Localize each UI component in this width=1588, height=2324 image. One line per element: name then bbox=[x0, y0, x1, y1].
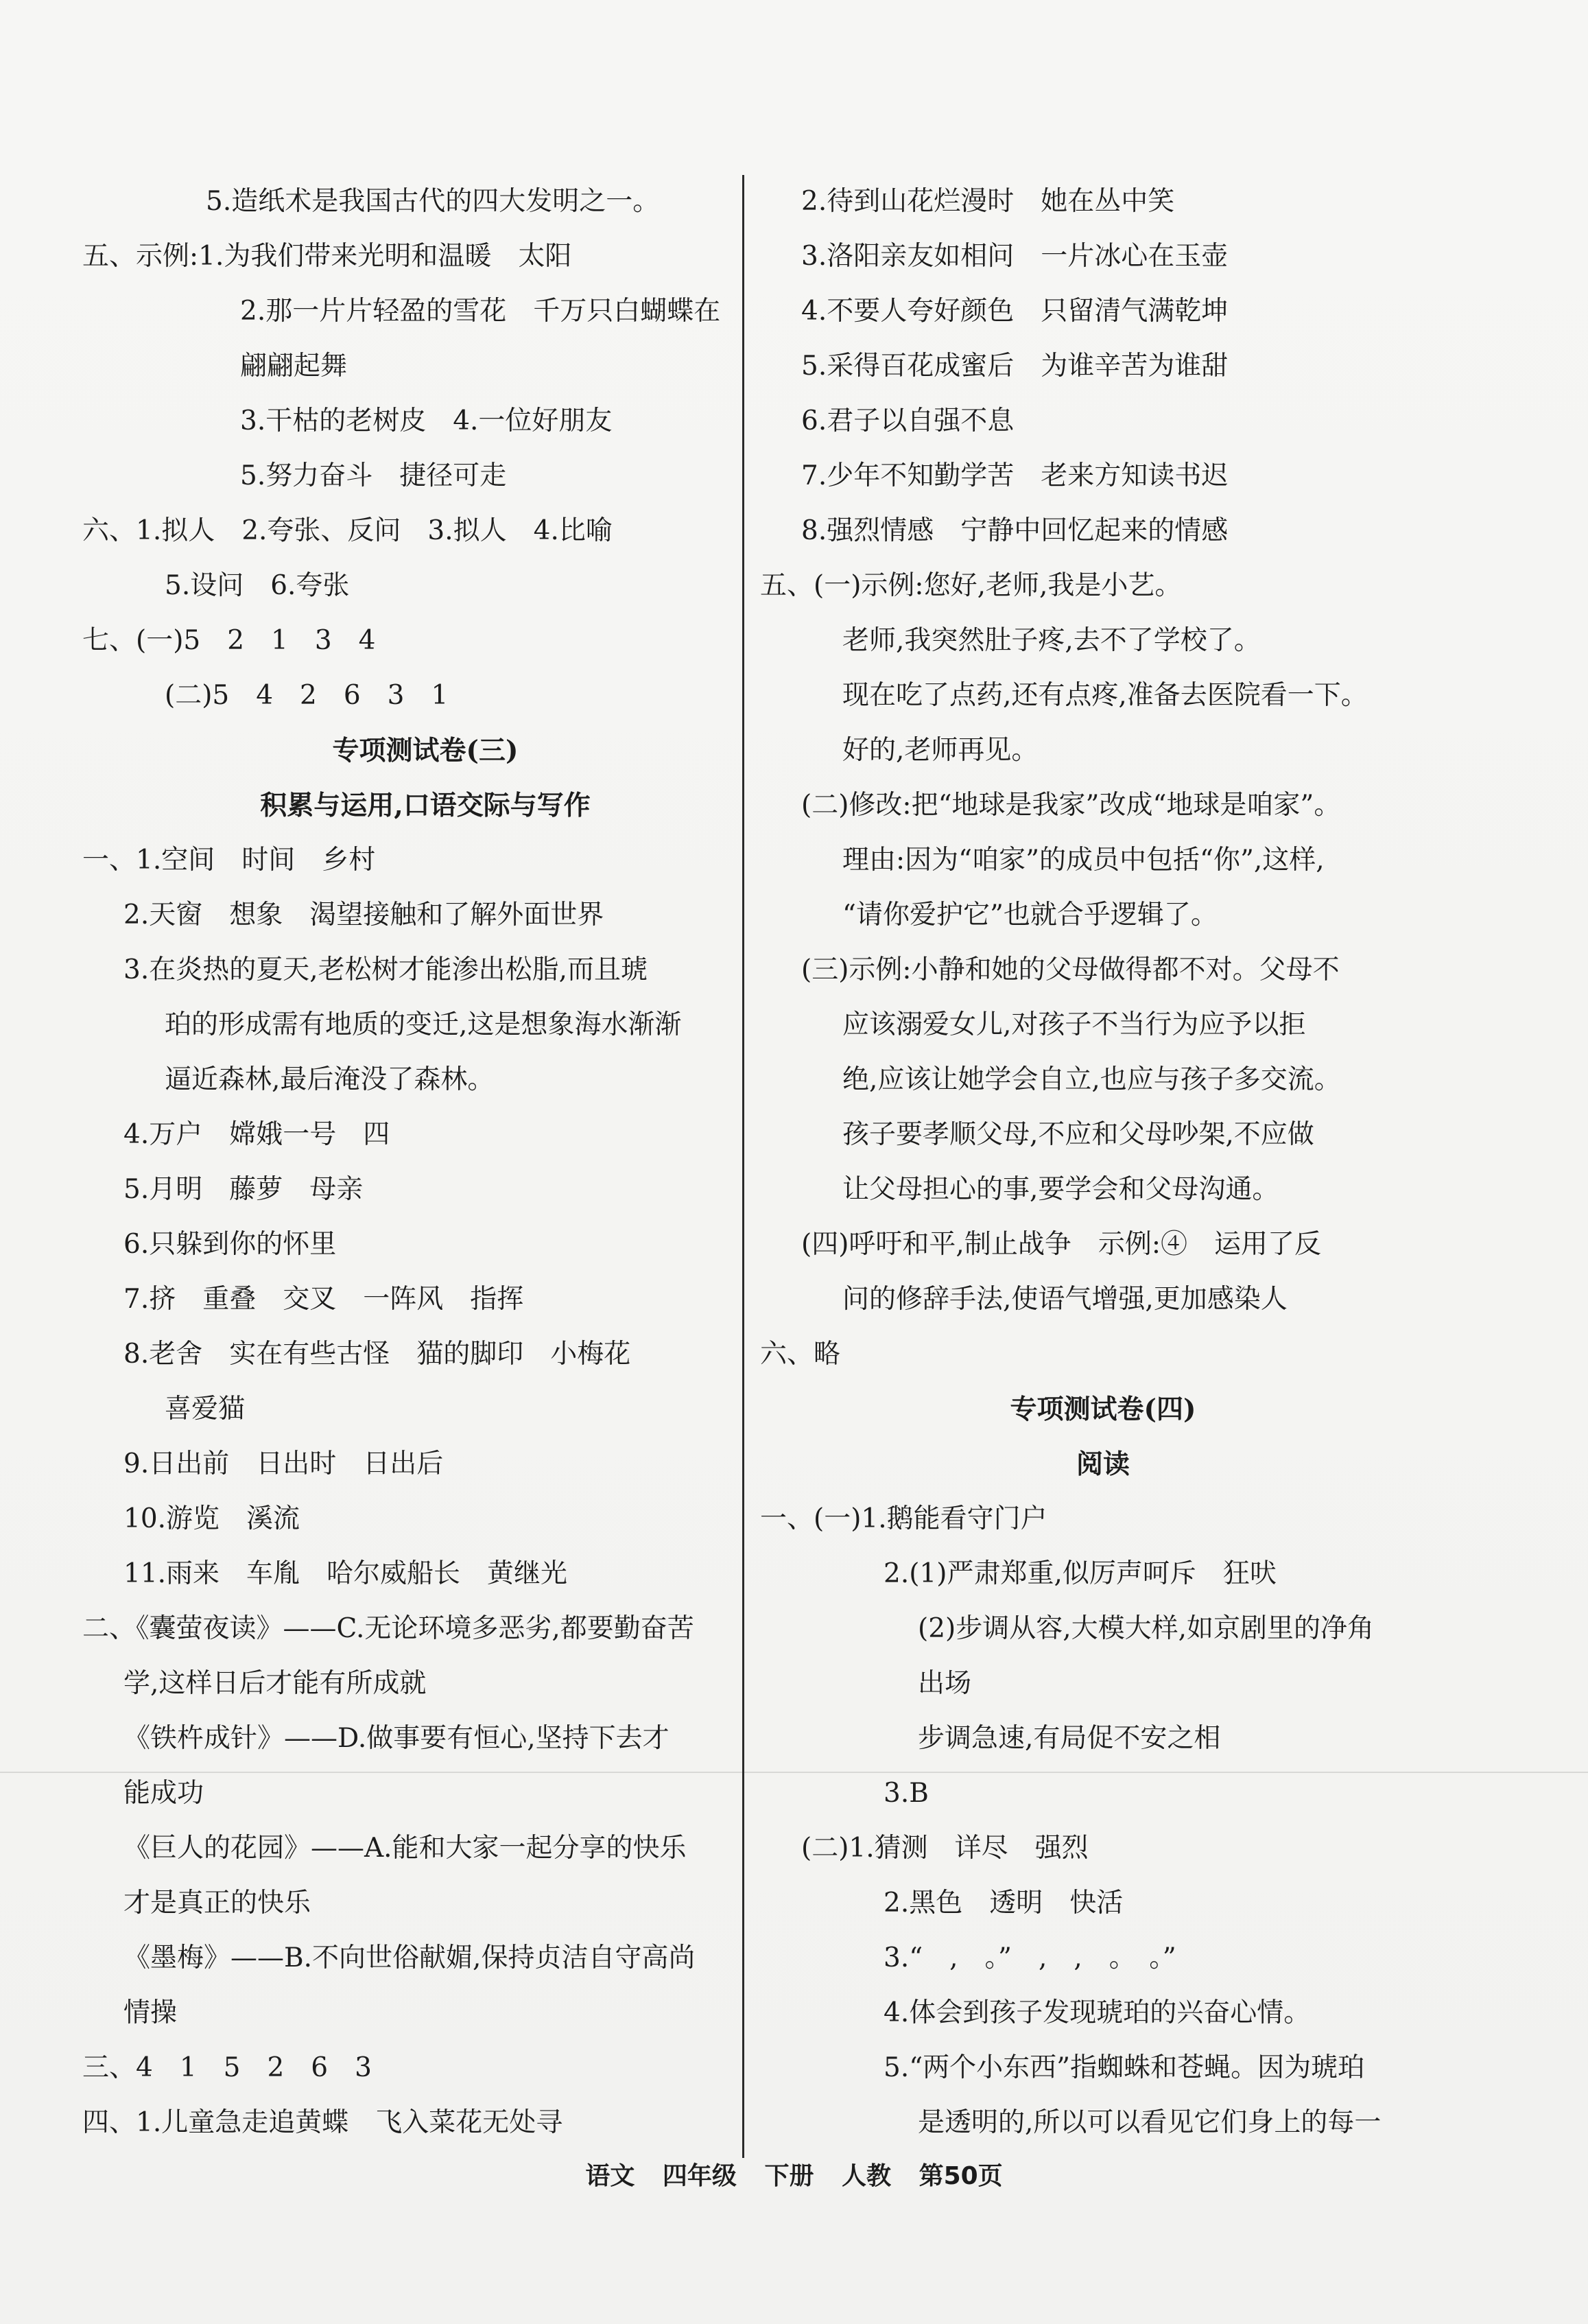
text-line: 4.万户 嫦娥一号 四 bbox=[123, 1119, 390, 1150]
footer-volume: 下册 bbox=[764, 2162, 814, 2190]
text-line: 问的修辞手法,使语气增强,更加感染人 bbox=[842, 1284, 1288, 1315]
text-line: 让父母担心的事,要学会和父母沟通。 bbox=[842, 1174, 1279, 1205]
text-line: 六、1.拟人 2.夸张、反问 3.拟人 4.比喻 bbox=[82, 515, 613, 546]
column-divider bbox=[742, 175, 744, 2158]
footer-subject: 语文 bbox=[585, 2162, 635, 2190]
text-line: 6.君子以自强不息 bbox=[801, 406, 1015, 436]
text-line: 孩子要孝顺父母,不应和父母吵架,不应做 bbox=[842, 1119, 1314, 1150]
text-line: 2.那一片片轻盈的雪花 千万只白蝴蝶在 bbox=[240, 296, 721, 327]
text-line: 一、(一)1.鹅能看守门户 bbox=[760, 1503, 1047, 1534]
section-title: 专项测试卷(四) bbox=[1010, 1394, 1196, 1425]
text-line: 5.努力奋斗 捷径可走 bbox=[240, 460, 507, 491]
text-line: 10.游览 溪流 bbox=[123, 1503, 300, 1534]
text-line: 6.只躲到你的怀里 bbox=[123, 1229, 337, 1260]
text-line: 二、《囊萤夜读》——C.无论环境多恶劣,都要勤奋苦 bbox=[82, 1613, 694, 1644]
text-line: 5.月明 藤萝 母亲 bbox=[123, 1174, 364, 1205]
text-line: 翩翩起舞 bbox=[240, 351, 348, 382]
page-fold-line bbox=[0, 1772, 1588, 1773]
text-line: 七、(一)5 2 1 3 4 bbox=[82, 625, 376, 656]
text-line: 三、4 1 5 2 6 3 bbox=[82, 2052, 372, 2083]
text-line: 能成功 bbox=[123, 1778, 204, 1809]
text-line: 3.B bbox=[884, 1778, 929, 1809]
text-line: 7.挤 重叠 交叉 一阵风 指挥 bbox=[123, 1284, 524, 1315]
text-line: 四、1.儿童急走追黄蝶 飞入菜花无处寻 bbox=[82, 2107, 563, 2138]
footer-grade: 四年级 bbox=[662, 2162, 737, 2190]
text-line: 5.造纸术是我国古代的四大发明之一。 bbox=[206, 186, 660, 217]
text-line: (三)示例:小静和她的父母做得都不对。父母不 bbox=[801, 954, 1340, 985]
text-line: 好的,老师再见。 bbox=[842, 735, 1039, 766]
text-line: 5.设问 6.夸张 bbox=[165, 570, 350, 601]
section-subtitle: 积累与运用,口语交际与写作 bbox=[260, 790, 591, 821]
text-line: 2.黑色 透明 快活 bbox=[884, 1888, 1124, 1918]
text-line: 喜爱猫 bbox=[165, 1394, 246, 1424]
text-line: 五、(一)示例:您好,老师,我是小艺。 bbox=[760, 570, 1182, 601]
text-line: 一、1.空间 时间 乡村 bbox=[82, 845, 376, 876]
text-line: 3.“ , 。” , , 。 。” bbox=[884, 1942, 1176, 1973]
text-line: (四)呼吁和平,制止战争 示例:④ 运用了反 bbox=[801, 1229, 1321, 1260]
footer-publisher: 人教 bbox=[842, 2162, 892, 2190]
text-line: 5.采得百花成蜜后 为谁辛苦为谁甜 bbox=[801, 351, 1229, 382]
text-line: 是透明的,所以可以看见它们身上的每一 bbox=[918, 2107, 1382, 2138]
text-line: 学,这样日后才能有所成就 bbox=[123, 1668, 427, 1699]
text-line: 5.“两个小东西”指蜘蛛和苍蝇。因为琥珀 bbox=[884, 2052, 1365, 2083]
text-line: 六、略 bbox=[760, 1339, 841, 1370]
footer-page-number: 第50页 bbox=[919, 2162, 1003, 2190]
text-line: 五、示例:1.为我们带来光明和温暖 太阳 bbox=[82, 241, 572, 272]
text-line: 8.老舍 实在有些古怪 猫的脚印 小梅花 bbox=[123, 1339, 631, 1370]
section-title: 专项测试卷(三) bbox=[332, 735, 519, 766]
text-line: 理由:因为“咱家”的成员中包括“你”,这样, bbox=[842, 845, 1325, 876]
text-line: 才是真正的快乐 bbox=[123, 1888, 311, 1918]
text-line: 《铁杵成针》——D.做事要有恒心,坚持下去才 bbox=[123, 1723, 669, 1754]
text-line: 老师,我突然肚子疼,去不了学校了。 bbox=[842, 625, 1261, 656]
text-line: 2.天窗 想象 渴望接触和了解外面世界 bbox=[123, 900, 604, 930]
text-line: 3.干枯的老树皮 4.一位好朋友 bbox=[240, 406, 613, 436]
text-line: 《巨人的花园》——A.能和大家一起分享的快乐 bbox=[123, 1833, 687, 1864]
text-line: 绝,应该让她学会自立,也应与孩子多交流。 bbox=[842, 1064, 1341, 1095]
section-subtitle: 阅读 bbox=[1076, 1448, 1130, 1480]
text-line: 情操 bbox=[123, 1997, 178, 2028]
text-line: 逼近森林,最后淹没了森林。 bbox=[165, 1064, 495, 1095]
text-line: 3.在炎热的夏天,老松树才能渗出松脂,而且琥 bbox=[123, 954, 648, 985]
text-line: 7.少年不知勤学苦 老来方知读书迟 bbox=[801, 460, 1229, 491]
text-line: 步调急速,有局促不安之相 bbox=[918, 1723, 1221, 1754]
text-line: 3.洛阳亲友如相问 一片冰心在玉壶 bbox=[801, 241, 1229, 272]
text-line: 9.日出前 日出时 日出后 bbox=[123, 1448, 444, 1479]
text-line: 《墨梅》——B.不向世俗献媚,保持贞洁自守高尚 bbox=[123, 1942, 696, 1973]
text-line: 2.待到山花烂漫时 她在丛中笑 bbox=[801, 186, 1175, 217]
text-line: 出场 bbox=[918, 1668, 972, 1699]
text-line: 4.体会到孩子发现琥珀的兴奋心情。 bbox=[884, 1997, 1311, 2028]
text-line: 应该溺爱女儿,对孩子不当行为应予以拒 bbox=[842, 1009, 1306, 1040]
text-line: (二)5 4 2 6 3 1 bbox=[165, 680, 449, 711]
text-line: 8.强烈情感 宁静中回忆起来的情感 bbox=[801, 515, 1229, 546]
text-line: 11.雨来 车胤 哈尔威船长 黄继光 bbox=[123, 1558, 568, 1589]
text-line: 珀的形成需有地质的变迁,这是想象海水渐渐 bbox=[165, 1009, 682, 1040]
text-line: (2)步调从容,大模大样,如京剧里的净角 bbox=[918, 1613, 1375, 1644]
text-line: 现在吃了点药,还有点疼,准备去医院看一下。 bbox=[842, 680, 1368, 711]
text-line: (二)修改:把“地球是我家”改成“地球是咱家”。 bbox=[801, 790, 1341, 821]
text-line: (二)1.猜测 详尽 强烈 bbox=[801, 1833, 1089, 1864]
text-line: 2.(1)严肃郑重,似厉声呵斥 狂吠 bbox=[884, 1558, 1277, 1589]
text-line: “请你爱护它”也就合乎逻辑了。 bbox=[842, 900, 1218, 930]
text-line: 4.不要人夸好颜色 只留清气满乾坤 bbox=[801, 296, 1229, 327]
page-footer bbox=[0, 2157, 1588, 2192]
